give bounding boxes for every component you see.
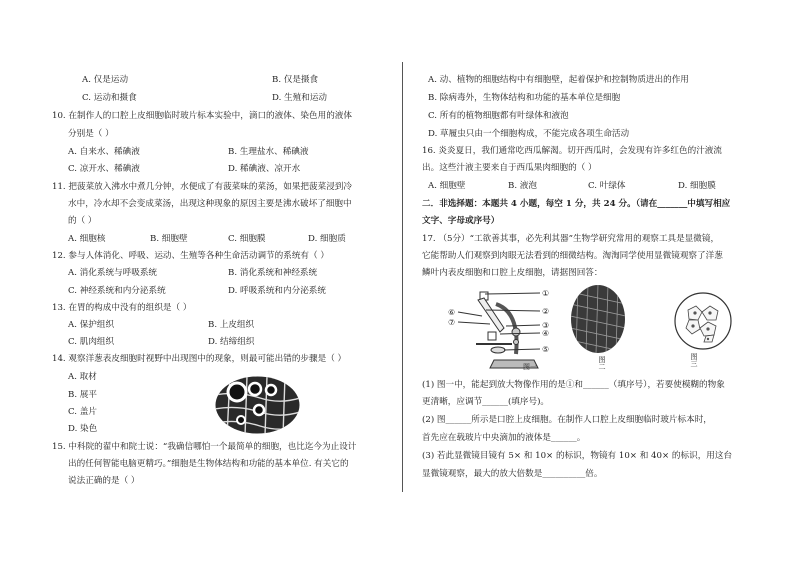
q17-answer-2b: 首先应在载玻片中央滴加的液体是______。 xyxy=(422,433,586,443)
q16-option-b: B. 液泡 xyxy=(508,181,537,191)
q12-option-b: B. 消化系统和神经系统 xyxy=(228,268,318,278)
q17-answer-1a: (1) 图一中，能起到放大物像作用的是①和______（填序号），若要使模糊的物象 xyxy=(422,380,725,390)
label-3: ③ xyxy=(542,321,550,330)
q10-option-d: D. 稀碘液、凉开水 xyxy=(228,164,301,174)
q17-answer-1b: 更清晰，应调节______(填序号)。 xyxy=(422,397,550,407)
q11-stem-3: 的（ ） xyxy=(68,216,97,226)
q14-option-a: A. 取材 xyxy=(68,372,97,382)
q17-answer-3a: (3) 若此显微镜目镜有 5× 和 10× 的标识，物镜有 10× 和 40× 的标识，用这台 xyxy=(422,451,733,461)
onion-cells-figure xyxy=(570,284,626,354)
q13-option-b: B. 上皮组织 xyxy=(208,320,255,330)
q12-stem: 12. 参与人体消化、呼吸、运动、生殖等各种生命活动调节的系统有（ ） xyxy=(52,251,329,261)
air-bubble-micrograph xyxy=(215,376,300,434)
q9-option-d: D. 生殖和运动 xyxy=(272,93,328,103)
q15-option-b: B. 除病毒外，生物体结构和功能的基本单位是细胞 xyxy=(428,93,621,103)
q9-option-a: A. 仅是运动 xyxy=(82,75,129,85)
q14-stem: 14. 观察洋葱表皮细胞时视野中出现图中的现象，则最可能出错的步骤是（ ） xyxy=(52,354,347,364)
section-2-heading-2: 文字、字母或序号） xyxy=(422,216,500,226)
q9-option-b: B. 仅是摄食 xyxy=(272,75,319,85)
q13-option-c: C. 肌肉组织 xyxy=(68,337,115,347)
q16-stem-2: 出。这些汁液主要来自于西瓜果肉细胞的（ ） xyxy=(422,163,597,173)
q11-option-d: D. 细胞质 xyxy=(308,234,346,244)
q10-stem-1: 10. 在制作人的口腔上皮细胞临时玻片标本实验中，滴口的液体、染色用的液体 xyxy=(52,111,352,121)
label-1: ① xyxy=(542,289,550,298)
figure-2-caption: 图二 xyxy=(598,356,606,370)
q15-stem-1: 15. 中科院的翟中和院士说：“我确信哪怕一个最简单的细胞，也比迄今为止设计 xyxy=(52,442,357,452)
q17-stem-2: 它能帮助人们观察到肉眼无法看到的细微结构。淘淘同学使用显微镜观察了洋葱 xyxy=(422,251,723,261)
section-2-heading-1: 二．非选择题：本题共 4 小题，每空 1 分，共 24 分。（请在_______中填写相应 xyxy=(422,199,731,209)
cheek-cells-figure xyxy=(674,292,732,350)
q14-option-d: D. 染色 xyxy=(68,424,98,434)
q15-stem-2: 出的任何智能电脑更精巧。”细胞是生物体结构和功能的基本单位. 有关它的 xyxy=(68,459,349,469)
q13-option-a: A. 保护组织 xyxy=(68,320,115,330)
microscope-diagram xyxy=(438,284,566,372)
q16-option-a: A. 细胞壁 xyxy=(428,181,466,191)
q17-answer-3b: 显微镜观察，最大的放大倍数是__________倍。 xyxy=(422,469,603,479)
q16-option-c: C. 叶绿体 xyxy=(588,181,626,191)
q15-stem-3: 说法正确的是（ ） xyxy=(68,476,140,486)
figure-3-caption: 图三 xyxy=(690,353,698,367)
figure-1-caption: 图一 xyxy=(523,363,537,371)
q12-option-d: D. 呼吸系统和内分泌系统 xyxy=(228,286,326,296)
q17-stem-1: 17. （5分）“工欲善其事，必先利其器”生物学研究常用的观察工具是显微镜， xyxy=(422,234,720,244)
label-2: ② xyxy=(542,307,550,316)
label-7: ⑦ xyxy=(448,318,456,327)
q12-option-c: C. 神经系统和内分泌系统 xyxy=(68,286,166,296)
q10-stem-2: 分别是（ ） xyxy=(68,129,114,139)
q15-option-c: C. 所有的植物细胞都有叶绿体和液泡 xyxy=(428,111,569,121)
q9-option-c: C. 运动和摄食 xyxy=(82,93,137,103)
q14-option-b: B. 展平 xyxy=(68,390,97,400)
q14-option-c: C. 盖片 xyxy=(68,407,97,417)
q11-option-a: A. 细胞核 xyxy=(68,234,106,244)
q16-stem-1: 16. 炎炎夏日，我们通常吃西瓜解渴。切开西瓜时，会发现有许多红色的汁液流 xyxy=(422,146,722,156)
q15-option-a: A. 动、植物的细胞结构中有细胞壁，起着保护和控制物质进出的作用 xyxy=(428,75,689,85)
q11-stem-2: 水中，冷水却不会变成菜汤，出现这种现象的原因主要是沸水破坏了细胞中 xyxy=(68,199,352,209)
q13-option-d: D. 结缔组织 xyxy=(208,337,255,347)
q11-option-b: B. 细胞壁 xyxy=(150,234,188,244)
label-4: ④ xyxy=(542,329,550,338)
label-5: ⑤ xyxy=(542,345,550,354)
q17-answer-2a: (2) 图______所示是口腔上皮细胞。在制作人口腔上皮细胞临时玻片标本时， xyxy=(422,415,712,425)
q11-stem-1: 11. 把菠菜放入沸水中煮几分钟，水便成了有菠菜味的菜汤，如果把菠菜浸到冷 xyxy=(52,182,352,192)
q17-stem-3: 鳞叶内表皮细胞和口腔上皮细胞，请据图回答： xyxy=(422,268,603,278)
q12-option-a: A. 消化系统与呼吸系统 xyxy=(68,268,158,278)
q15-option-d: D. 草履虫只由一个细胞构成，不能完成各项生命活动 xyxy=(428,129,630,139)
column-divider xyxy=(402,62,403,492)
q13-stem: 13. 在胃的构成中没有的组织是（ ） xyxy=(52,303,192,313)
q16-option-d: D. 细胞膜 xyxy=(678,181,716,191)
q10-option-b: B. 生理盐水、稀碘液 xyxy=(228,147,309,157)
q11-option-c: C. 细胞膜 xyxy=(228,234,266,244)
label-6: ⑥ xyxy=(448,308,456,317)
q10-option-a: A. 自来水、稀碘液 xyxy=(68,147,140,157)
q10-option-c: C. 凉开水、稀碘液 xyxy=(68,164,140,174)
